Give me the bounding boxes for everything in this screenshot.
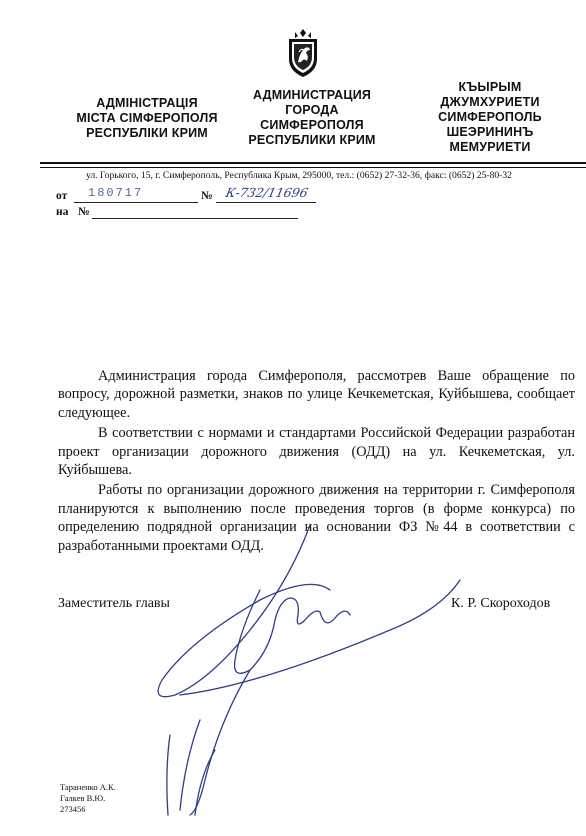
handwritten-signature-icon — [140, 520, 480, 820]
reply-to-underline — [92, 218, 298, 219]
header-center-line-2: ГОРОДА — [285, 103, 339, 117]
signatory-position: Заместитель главы — [58, 596, 170, 611]
number-underline — [216, 202, 316, 203]
header-rule-thick — [40, 162, 586, 164]
date-underline — [74, 202, 198, 203]
header-left-line-3: РЕСПУБЛІКИ КРИМ — [86, 126, 208, 140]
header-right-line-3: СИМФЕРОПОЛЬ — [438, 110, 542, 124]
signatory-name: К. Р. Скороходов — [451, 596, 551, 611]
executor-name-1: Тараненко А.К. — [60, 782, 116, 792]
body-paragraph-3: Работы по организации дорожного движения на территории г. Симферополя планируются к выполнению после проведения торгов (в форме конкурса) по определению подрядной организации на основании ФЗ №44 в соответствии с разработанными проектами ОДД. — [58, 482, 575, 554]
body-paragraph-2: В соответствии с нормами и стандартами Российской Федерации разработан проект организации дорожного движения (ОДД) на ул. Кечкеметская, ул. Куйбышева. — [58, 425, 575, 479]
header-right-line-4: ШЕЭРИНИНЪ — [446, 125, 534, 139]
header-ukrainian-name — [72, 96, 222, 141]
header-center-line-4: РЕСПУБЛИКИ КРИМ — [248, 133, 376, 147]
header-right-line-1: КЪЫРЫМ — [458, 80, 522, 94]
number-label: № — [201, 190, 213, 202]
coat-of-arms-icon — [283, 28, 323, 78]
header-right-line-2: ДЖУМХУРИЕТИ — [440, 95, 540, 109]
executor-name-2: Галкев В.Ю. — [60, 793, 106, 803]
header-russian-name — [238, 88, 386, 148]
date-stamp: 180717 — [88, 186, 144, 200]
header-crimean-tatar-name — [420, 80, 560, 155]
header-left-line-2: МІСТА СІМФЕРОПОЛЯ — [76, 111, 218, 125]
reply-to-number-label: № — [78, 206, 90, 218]
header-left-line-1: АДМІНІСТРАЦІЯ — [96, 96, 198, 110]
handwritten-reg-number: К-732/11696 — [224, 185, 310, 200]
header-right-line-5: МЕМУРИЕТИ — [449, 140, 531, 154]
body-paragraph-1: Администрация города Симферополя, рассмотрев Ваше обращение по вопросу, дорожной разметки, знаков по улице Кечкеметская, Куйбышева, сообщает следующее. — [58, 368, 575, 421]
header-rule-thin — [40, 167, 586, 168]
executor-phone: 273456 — [60, 804, 86, 814]
header-center-line-1: АДМИНИСТРАЦИЯ — [252, 88, 372, 102]
reply-to-label: на — [56, 206, 69, 218]
header-center-line-3: СИМФЕРОПОЛЯ — [260, 118, 364, 132]
date-label: от — [56, 190, 68, 202]
organization-address: ул. Горького, 15, г. Симферополь, Республика Крым, 295000, тел.: (0652) 27-32-36, факс: (0652) 25-80-32 — [86, 170, 512, 181]
